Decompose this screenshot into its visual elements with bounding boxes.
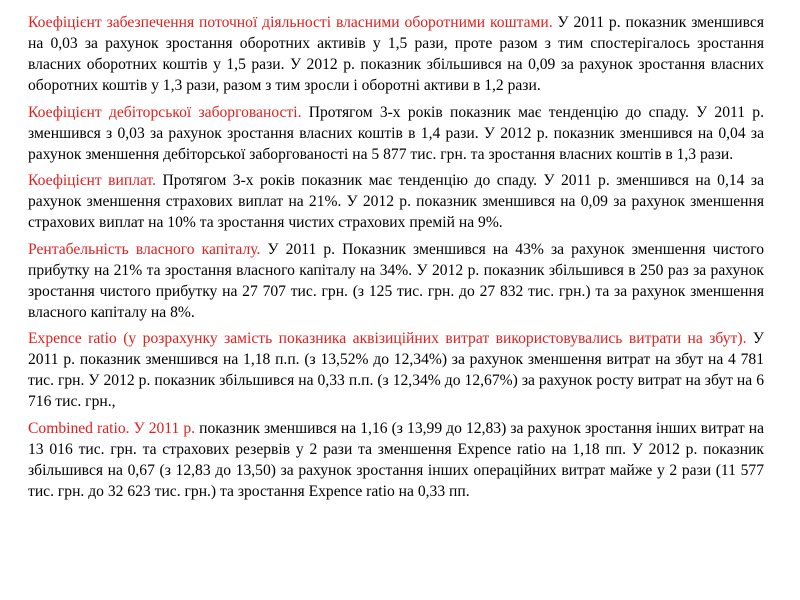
paragraph-heading: Коефіцієнт дебіторської заборгованості. xyxy=(28,103,302,121)
paragraph-text: Протягом 3-х років показник має тенденцію до спаду. У 2011 р. зменшився на 0,14 за рахунок зменшення страхових виплат на 21%. У 2012 р. показник зменшився на 0,09 за рахунок зменшення страхових виплат на 10% та зростання чистих страхових премій на 9%. xyxy=(28,172,764,231)
paragraph-text: Протягом 3-х років показник має тенденцію до спаду. У 2011 р. зменшився з 0,03 за рахунок зростання власних коштів в 1,4 рази. У 2012 р. показник зменшився на 0,04 за рахунок зменшення дебіторської заборгованості на 5 877 тис. грн. та зростання власних коштів в 1,3 рази. xyxy=(28,103,765,163)
paragraph-heading: Коефіцієнт виплат. xyxy=(28,172,157,189)
paragraph-payout-ratio xyxy=(28,170,764,233)
paragraph-heading: Expence ratio (у розрахунку замість показника аквізиційних витрат використовувались витрати на збут). xyxy=(28,330,747,347)
paragraph-working-capital-ratio xyxy=(28,12,764,96)
paragraph-combined-ratio xyxy=(28,418,764,502)
paragraph-heading: Рентабельність власного капіталу. xyxy=(28,240,261,258)
paragraph-expense-ratio xyxy=(28,328,764,412)
paragraph-text: показник зменшився на 1,16 (з 13,99 до 12,83) за рахунок зростання інших витрат на 13 016 тис. грн. та страхових резервів у 2 рази та зменшення Expence ratio на 1,18 пп. У 2012 р. показник збільшився на 0,67 (з 12,83 до 13,50) за рахунок зростання інших операційних витрат майже у 2 рази (11 577 тис. грн. до 32 623 тис. грн.) та зростання Expence ratio на 0,33 пп. xyxy=(28,419,764,500)
document-body xyxy=(28,12,764,507)
paragraph-text: У 2011 р. Показник зменшився на 43% за рахунок зменшення чистого прибутку на 21% та зростання власного капіталу на 34%. У 2012 р. показник збільшився в 250 раз за рахунок зростання чистого прибутку на 27 707 тис. грн. (з 125 тис. грн. до 27 832 тис. грн.) та за рахунок зменшення власного капіталу на 8%. xyxy=(28,240,764,321)
paragraph-heading: Коефіцієнт забезпечення поточної діяльності власними оборотними коштами. xyxy=(28,14,553,31)
paragraph-return-on-equity xyxy=(28,239,764,323)
paragraph-text: У 2011 р. показник зменшився на 0,03 за рахунок зростання оборотних активів у 1,5 рази, проте разом з тим спостерігалось зростання власних оборотних коштів у 1,5 рази. У 2012 р. показник збільшився на 0,09 за рахунок зростання власних оборотних коштів у 1,3 рази, разом з тим зросли і оборотні активи в 1,2 рази. xyxy=(28,14,764,94)
paragraph-heading: Combined ratio. У 2011 р. xyxy=(28,419,196,437)
paragraph-text: У 2011 р. показник зменшився на 1,18 п.п. (з 13,52% до 12,34%) за рахунок зменшення витрат на збут на 4 781 тис. грн. У 2012 р. показник збільшився на 0,33 п.п. (з 12,34% до 12,67%) за рахунок росту витрат на збут на 6 716 тис. грн., xyxy=(28,330,764,410)
paragraph-receivables-ratio xyxy=(28,102,764,165)
